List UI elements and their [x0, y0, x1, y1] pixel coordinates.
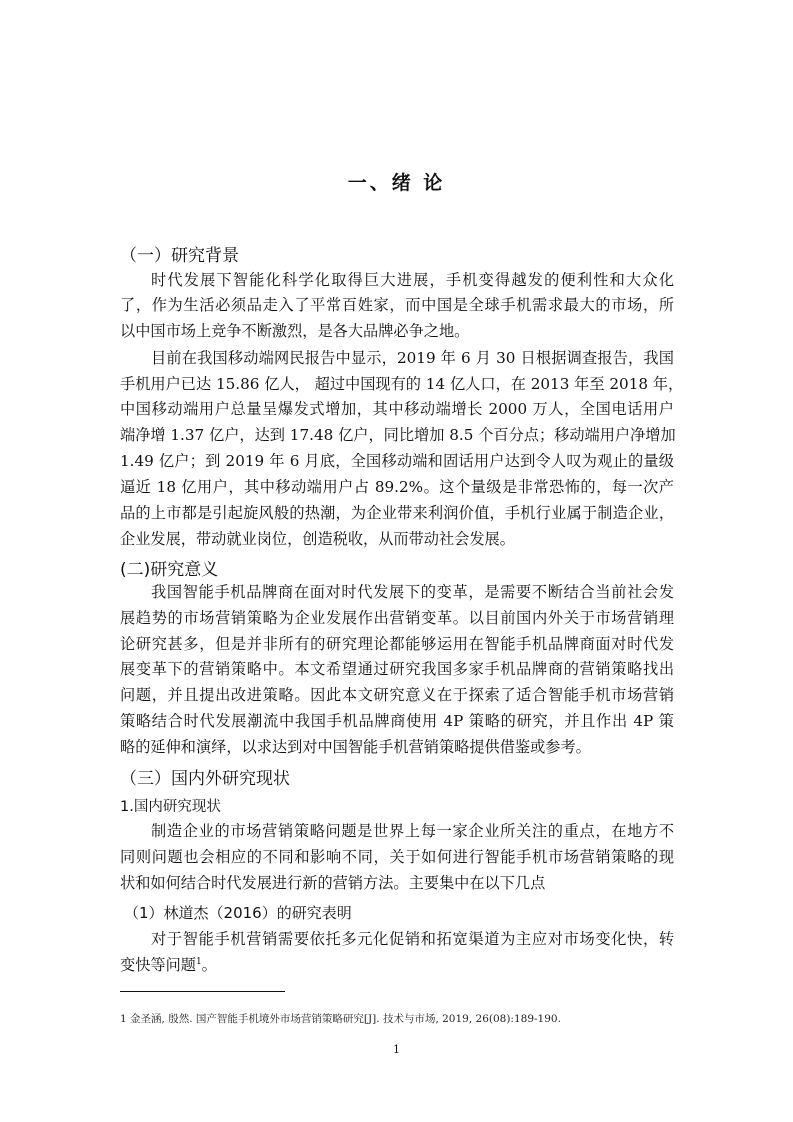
section-heading-research-status: （三）国内外研究现状	[120, 769, 290, 789]
paragraph-line: 对于智能手机营销需要依托多元化促销和拓宽渠道为主应对市场变化快，转	[151, 930, 674, 948]
section-heading-background: （一）研究背景	[120, 246, 239, 266]
paragraph-end: 。	[201, 956, 217, 974]
paragraph-line: 略的延伸和演绎，以求达到对中国智能手机营销策略提供借鉴或参考。	[120, 738, 591, 756]
item-heading: （1）林道杰（2016）的研究表明	[124, 904, 352, 922]
paragraph-line: 品的上市都是引起旋风般的热潮，为企业带来利润价值，手机行业属于制造企业，	[120, 504, 674, 522]
footnote: 1 金圣涵, 殷然. 国产智能手机境外市场营销策略研究[J]. 技术与市场, 2019, 26(08):189-190.	[120, 1013, 561, 1025]
page-title: 一、绪 论	[347, 172, 446, 194]
paragraph-line: 时代发展下智能化科学化取得巨大进展，手机变得越发的便利性和大众化	[151, 271, 674, 289]
paragraph-line: 1.49 亿户；到 2019 年 6 月底，全国移动端和固话用户达到令人叹为观止的量级	[120, 452, 674, 470]
paragraph-line: 制造企业的市场营销策略问题是世界上每一家企业所关注的重点，在地方不	[151, 822, 674, 840]
paragraph-line: 企业发展，带动就业岗位，创造税收，从而带动社会发展。	[120, 530, 515, 548]
paragraph-text: 变快等问题	[120, 956, 196, 974]
footnote-reference[interactable]: 1	[195, 957, 202, 967]
paragraph-line: 问题，并且提出改进策略。因此本文研究意义在于探索了适合智能手机市场营销	[120, 686, 674, 704]
paragraph-line: 了，作为生活必须品走入了平常百姓家，而中国是全球手机需求最大的市场，所	[120, 296, 674, 314]
paragraph-line: 同则问题也会相应的不同和影响不同，关于如何进行智能手机市场营销策略的现	[120, 848, 674, 866]
paragraph-line: 论研究甚多，但是并非所有的研究理论都能够运用在智能手机品牌商面对时代发	[120, 635, 674, 653]
paragraph-line: 状和如何结合时代发展进行新的营销方法。主要集中在以下几点	[120, 874, 546, 892]
paragraph-line: 目前在我国移动端网民报告中显示，2019 年 6 月 30 日根据调查报告，我国	[151, 349, 674, 367]
paragraph-line: 以中国市场上竞争不断激烈，是各大品牌必争之地。	[120, 322, 470, 340]
footnote-separator	[120, 991, 285, 992]
paragraph-line: 逼近 18 亿用户，其中移动端用户占 89.2%。这个量级是非常恐怖的，每一次产	[120, 478, 674, 496]
page-number: 1	[393, 1043, 400, 1056]
paragraph-line-with-footnote	[120, 956, 217, 974]
paragraph-line: 展变革下的营销策略中。本文希望通过研究我国多家手机品牌商的营销策略找出	[120, 660, 674, 678]
paragraph-line: 中国移动端用户总量呈爆发式增加，其中移动端增长 2000 万人，全国电话用户	[120, 400, 674, 418]
paragraph-line: 策略结合时代发展潮流中我国手机品牌商使用 4P 策略的研究，并且作出 4P 策	[120, 712, 674, 730]
section-heading-significance: (二)研究意义	[120, 560, 219, 580]
paragraph-line: 端净增 1.37 亿户，达到 17.48 亿户，同比增加 8.5 个百分点；移动端用户净增加	[120, 426, 676, 444]
subsection-heading-domestic: 1.国内研究现状	[120, 799, 221, 815]
paragraph-line: 我国智能手机品牌商在面对时代发展下的变革，是需要不断结合当前社会发	[151, 583, 674, 601]
paragraph-line: 展趋势的市场营销策略为企业发展作出营销变革。以目前国内外关于市场营销理	[120, 609, 674, 627]
paragraph-line: 手机用户已达 15.86 亿人， 超过中国现有的 14 亿人口，在 2013 年至 2018 年，	[120, 375, 684, 393]
